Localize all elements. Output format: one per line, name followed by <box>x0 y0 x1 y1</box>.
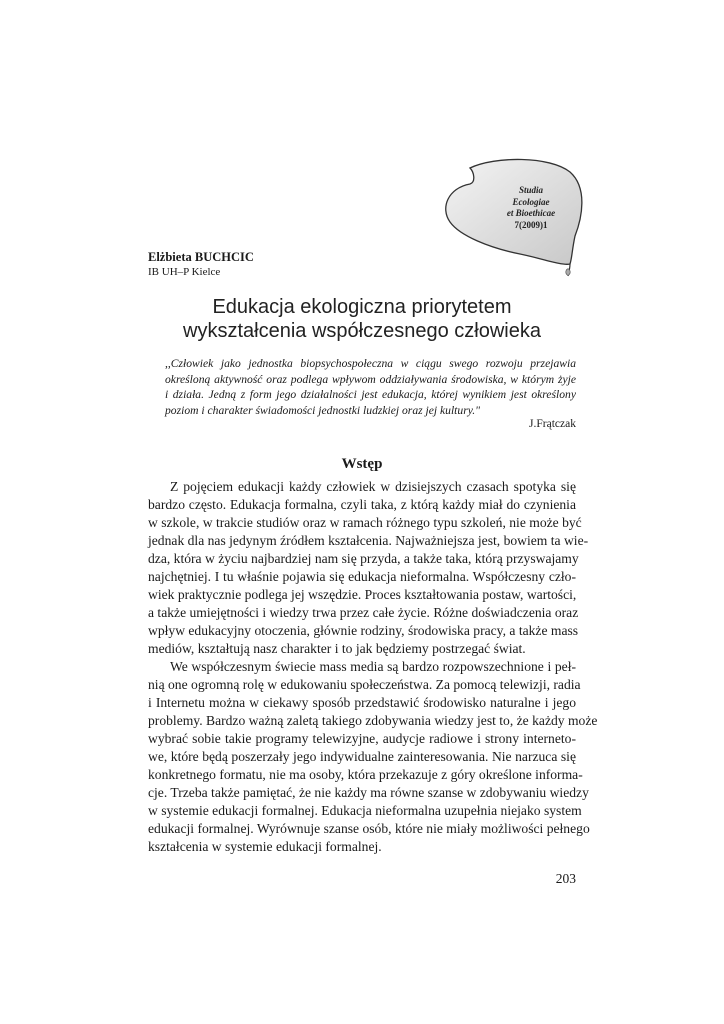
body-line: w szkole, w trakcie studiów oraz w ramach różnego typu szkoleń, nie może być <box>148 515 582 530</box>
body-line: cje. Trzeba także pamiętać, że nie każdy ma równe szanse w zdobywaniu wiedzy <box>148 785 589 800</box>
body-line: problemy. Bardzo ważną zaletą takiego zdobywania wiedzy jest to, że każdy może <box>148 713 598 728</box>
title-line: Edukacja ekologiczna priorytetem <box>212 296 512 318</box>
journal-line: et Bioethicae <box>506 208 556 218</box>
title-line: wykształcenia współczesnego człowieka <box>183 320 541 342</box>
quote-line: poziom i charakter świadomości jednostki ludzkiej oraz jej kultury." <box>165 403 480 417</box>
body-line: konkretnego formatu, nie ma osoby, która przekazuje z góry określone informa- <box>148 767 583 782</box>
quote-author: J.Frątczak <box>529 418 576 430</box>
quote-line: określoną aktywność oraz podlega wpływom oddziaływania środowiska, w którym żyje <box>165 372 576 386</box>
author-block <box>148 250 254 279</box>
body-line: wpływ edukacyjny otoczenia, głównie rodziny, środowiska pracy, a także mass <box>148 623 579 638</box>
body-line: Z pojęciem edukacji każdy człowiek w dzisiejszych czasach spotyka się <box>170 479 576 494</box>
section-heading: Wstęp <box>341 456 383 472</box>
journal-name <box>486 185 576 231</box>
author-name: Elżbieta BUCHCIC <box>148 250 254 264</box>
body-line: mediów, kształtują nasz charakter i to jak będziemy postrzegać świat. <box>148 641 526 656</box>
body-line: We współczesnym świecie mass media są bardzo rozpowszechnione i peł- <box>170 659 576 674</box>
body-line: dza, która w życiu najbardziej nam się przyda, a także taka, którą przyswajamy <box>148 551 579 566</box>
body-text <box>148 478 598 856</box>
body-line: jednak dla nas jedynym źródłem kształcenia. Najważniejsza jest, bowiem ta wie- <box>148 533 589 548</box>
journal-issue: 7(2009)1 <box>514 219 548 230</box>
article-title <box>148 295 576 343</box>
body-line: bardzo często. Edukacja formalna, czyli taka, z którą każdy miał do czynienia <box>148 497 576 512</box>
motto-quote <box>165 356 576 418</box>
body-line: wiek praktycznie podlega jej wszędzie. Proces kształtowania postaw, wartości, <box>148 587 577 602</box>
body-line: i Internetu można w ciekawy sposób przedstawić środowisko naturalne i jego <box>148 695 576 710</box>
body-line: w systemie edukacji formalnej. Edukacja nieformalna uzupełnia niejako system <box>148 803 582 818</box>
journal-line: Studia <box>518 185 543 195</box>
body-line: najchętniej. I tu właśnie pojawia się edukacja nieformalna. Współczesny czło- <box>148 569 576 584</box>
journal-line: Ecologiae <box>512 196 550 207</box>
body-line: kształcenia w systemie edukacji formalnej. <box>148 839 382 854</box>
body-line: edukacji formalnej. Wyrównuje szanse osób, które nie miały możliwości pełnego <box>148 821 590 836</box>
author-affiliation: IB UH–P Kielce <box>148 266 221 278</box>
body-line: we, które będą poszerzały jego indywidualne zainteresowania. Nie narzuca się <box>148 749 576 764</box>
quote-line: ,,Człowiek jako jednostka biopsychospołeczna w ciągu swego rozwoju przejawia <box>165 357 576 370</box>
page-number: 203 <box>555 871 576 886</box>
body-line: nią one ogromną rolę w edukowaniu społeczeństwa. Za pomocą telewizji, radia <box>148 677 581 692</box>
journal-badge <box>440 158 590 278</box>
body-line: a także umiejętności i wiedzy trwa przez całe życie. Różne doświadczenia oraz <box>148 605 579 620</box>
body-line: wybrać sobie takie programy telewizyjne, audycje radiowe i strony interneto- <box>148 731 576 746</box>
quote-line: i działa. Jedną z form jego działalności jest edukacja, której wynikiem jest określony <box>165 388 576 401</box>
